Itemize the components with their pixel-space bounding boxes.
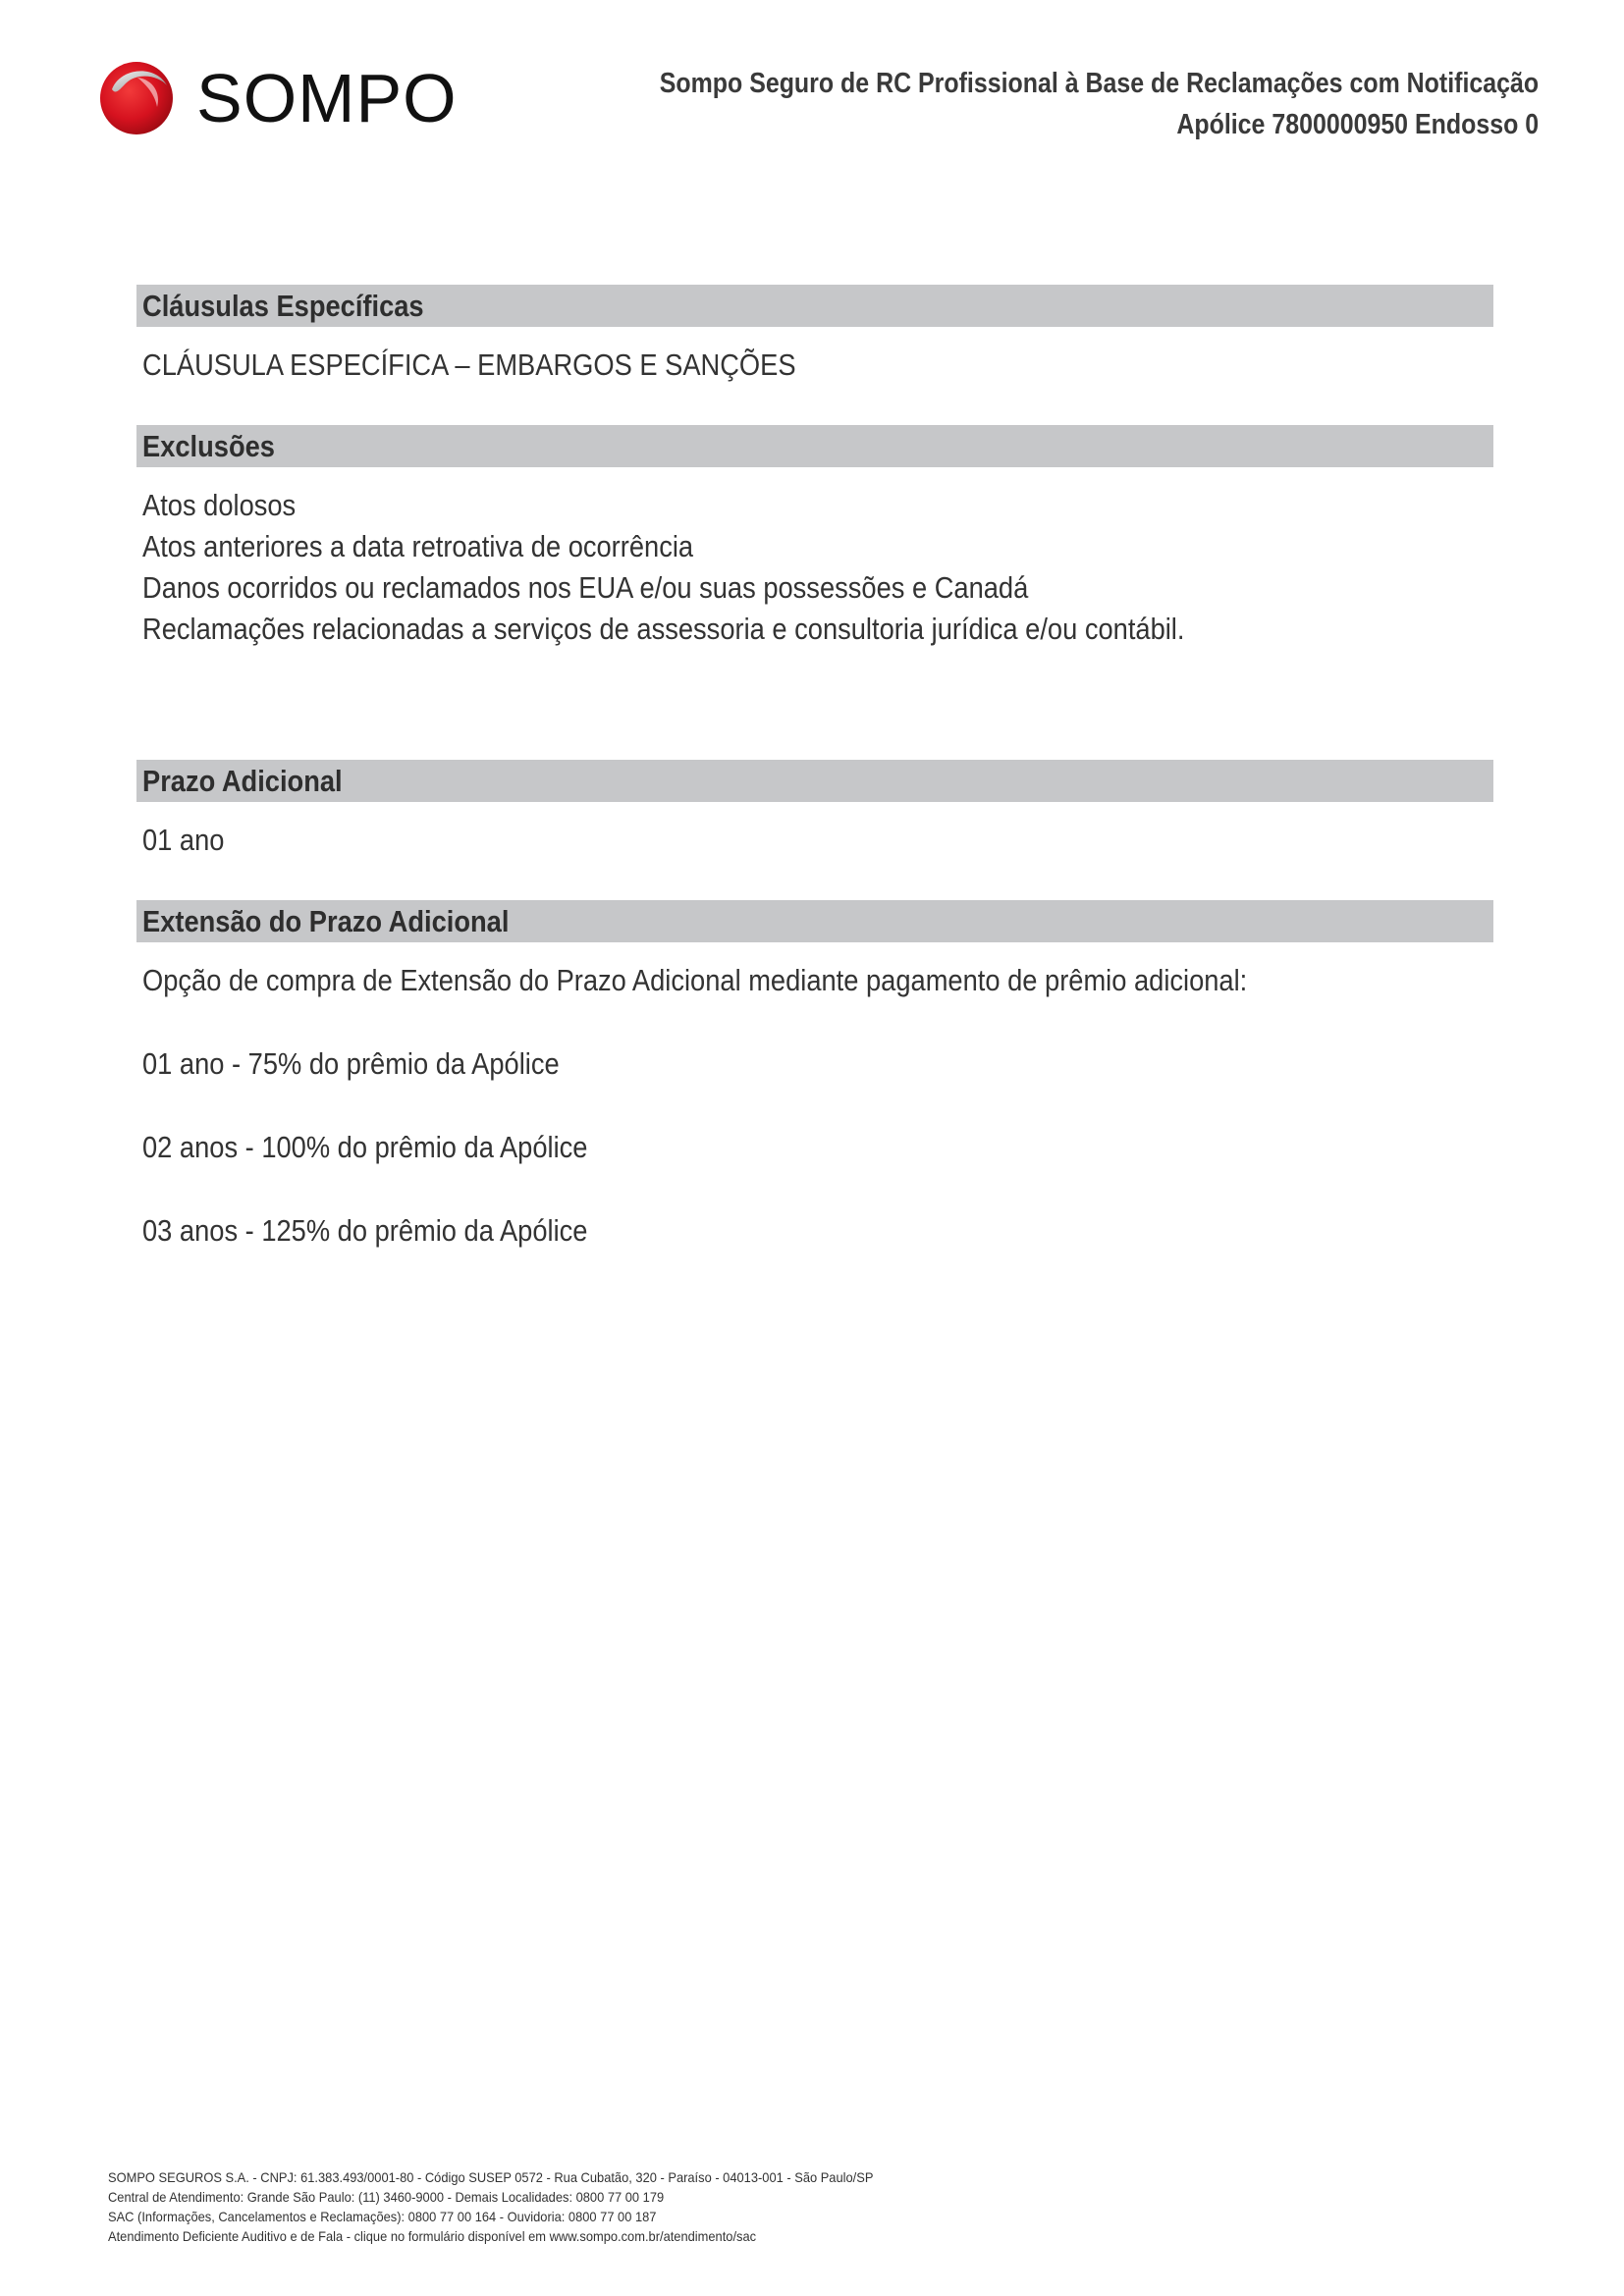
exclusion-line: Atos dolosos [142,488,297,522]
logo-wordmark: SOMPO [196,60,458,136]
section-body [136,820,1493,861]
product-title: Sompo Seguro de RC Profissional à Base de Reclamações com Notificação [659,68,1539,99]
section-header: Prazo Adicional [136,760,1493,802]
exclusion-line: Atos anteriores a data retroativa de ocorrência [142,529,694,563]
footer-line: Atendimento Deficiente Auditivo e de Fala - clique no formulário disponível em www.sompo.com.br/atendimento/sac [108,2228,757,2244]
exclusion-line: Danos ocorridos ou reclamados nos EUA e/ou suas possessões e Canadá [142,570,1029,605]
extension-option: 03 anos - 125% do prêmio da Apólice [142,1213,588,1248]
extension-option: 01 ano - 75% do prêmio da Apólice [142,1046,560,1081]
section-body [136,960,1493,1252]
clause-line: CLÁUSULA ESPECÍFICA – EMBARGOS E SANÇÕES [142,347,796,382]
extension-intro: Opção de compra de Extensão do Prazo Adicional mediante pagamento de prêmio adicional: [142,963,1248,997]
section-prazo-adicional [136,760,1493,861]
section-body [136,345,1493,386]
sompo-logo-mark-icon [98,60,175,136]
exclusion-line: Reclamações relacionadas a serviços de assessoria e consultoria jurídica e/ou contábil. [142,612,1185,646]
sompo-logo [98,59,458,137]
company-footer [108,2167,940,2246]
footer-line: SOMPO SEGUROS S.A. - CNPJ: 61.383.493/0001-80 - Código SUSEP 0572 - Rua Cubatão, 320 - Paraíso - 04013-001 - São Paulo/SP [108,2169,874,2185]
term-line: 01 ano [142,823,225,857]
footer-line: SAC (Informações, Cancelamentos e Reclamações): 0800 77 00 164 - Ouvidoria: 0800 77 00 187 [108,2209,657,2224]
policy-number: Apólice 7800000950 Endosso 0 [1176,109,1539,140]
section-header: Exclusões [136,425,1493,467]
section-exclusoes [136,425,1493,650]
document-title [660,63,1539,145]
policy-content [136,285,1493,1294]
section-header: Cláusulas Específicas [136,285,1493,327]
extension-option: 02 anos - 100% do prêmio da Apólice [142,1130,588,1164]
section-body [136,485,1493,650]
section-clausulas [136,285,1493,386]
footer-line: Central de Atendimento: Grande São Paulo: (11) 3460-9000 - Demais Localidades: 0800 77 00 179 [108,2189,665,2205]
section-extensao-prazo [136,900,1493,1252]
section-header: Extensão do Prazo Adicional [136,900,1493,942]
